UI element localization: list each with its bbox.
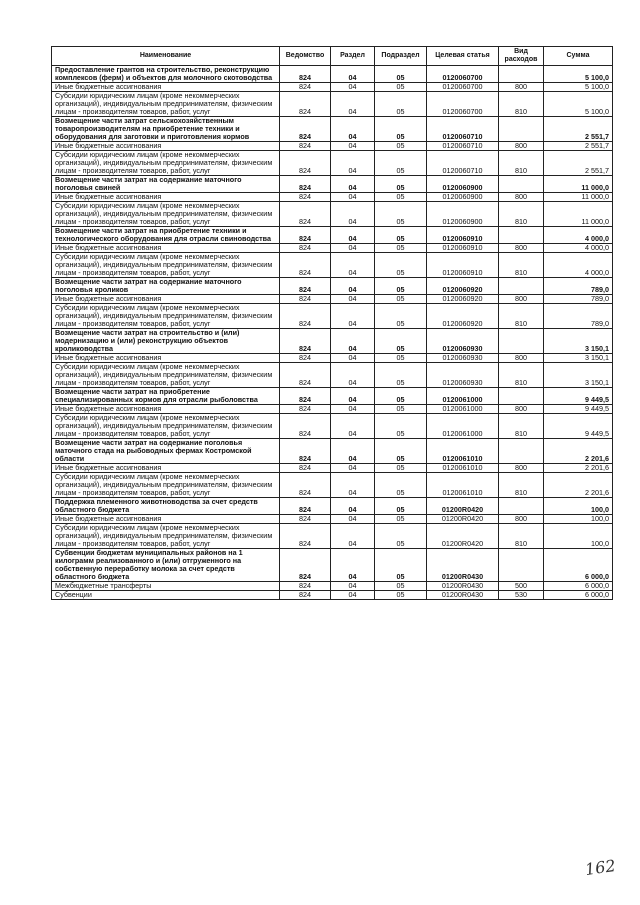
cell-name: Субсидии юридическим лицам (кроме некоммерческих организаций), индивидуальным предпринимателям, физическим лицам - производителям товаров, работ, услуг (52, 473, 280, 498)
cell-vedomstvo: 824 (280, 464, 331, 473)
cell-expense-type (499, 278, 544, 295)
table-row (52, 591, 613, 600)
cell-razdel: 04 (331, 304, 375, 329)
table-row (52, 202, 613, 227)
cell-sum: 3 150,1 (544, 363, 613, 388)
cell-target-article: 0120060710 (427, 151, 499, 176)
cell-target-article: 0120061000 (427, 388, 499, 405)
cell-razdel: 04 (331, 405, 375, 414)
cell-expense-type: 810 (499, 524, 544, 549)
cell-vedomstvo: 824 (280, 363, 331, 388)
table-row (52, 117, 613, 142)
cell-name: Субсидии юридическим лицам (кроме некоммерческих организаций), индивидуальным предпринимателям, физическим лицам - производителям товаров, работ, услуг (52, 151, 280, 176)
header-sum: Сумма (544, 47, 613, 66)
cell-name: Субсидии юридическим лицам (кроме некоммерческих организаций), индивидуальным предпринимателям, физическим лицам - производителям товаров, работ, услуг (52, 304, 280, 329)
cell-podrazdel: 05 (375, 83, 427, 92)
table-row (52, 549, 613, 582)
cell-target-article: 0120060920 (427, 278, 499, 295)
cell-sum: 100,0 (544, 524, 613, 549)
cell-podrazdel: 05 (375, 92, 427, 117)
cell-razdel: 04 (331, 582, 375, 591)
cell-target-article: 0120060930 (427, 329, 499, 354)
cell-target-article: 01200R0420 (427, 498, 499, 515)
cell-expense-type: 810 (499, 473, 544, 498)
table-row (52, 582, 613, 591)
cell-podrazdel: 05 (375, 193, 427, 202)
cell-sum: 4 000,0 (544, 227, 613, 244)
cell-sum: 3 150,1 (544, 329, 613, 354)
cell-target-article: 0120061010 (427, 473, 499, 498)
cell-podrazdel: 05 (375, 464, 427, 473)
cell-expense-type (499, 549, 544, 582)
cell-name: Возмещение части затрат на содержание маточного поголовья свиней (52, 176, 280, 193)
table-row (52, 151, 613, 176)
cell-podrazdel: 05 (375, 295, 427, 304)
cell-podrazdel: 05 (375, 244, 427, 253)
cell-vedomstvo: 824 (280, 329, 331, 354)
cell-target-article: 0120060910 (427, 253, 499, 278)
cell-sum: 5 100,0 (544, 66, 613, 83)
cell-razdel: 04 (331, 591, 375, 600)
cell-sum: 6 000,0 (544, 549, 613, 582)
cell-podrazdel: 05 (375, 202, 427, 227)
cell-razdel: 04 (331, 464, 375, 473)
cell-podrazdel: 05 (375, 66, 427, 83)
cell-target-article: 0120060710 (427, 117, 499, 142)
cell-target-article: 0120060920 (427, 295, 499, 304)
cell-expense-type: 800 (499, 193, 544, 202)
cell-name: Возмещение части затрат на содержание маточного поголовья кроликов (52, 278, 280, 295)
cell-razdel: 04 (331, 244, 375, 253)
cell-expense-type: 800 (499, 464, 544, 473)
cell-target-article: 0120060930 (427, 354, 499, 363)
budget-table (51, 46, 613, 600)
table-row (52, 244, 613, 253)
cell-name: Иные бюджетные ассигнования (52, 244, 280, 253)
cell-target-article: 0120060700 (427, 66, 499, 83)
cell-sum: 789,0 (544, 278, 613, 295)
cell-vedomstvo: 824 (280, 202, 331, 227)
cell-expense-type (499, 117, 544, 142)
cell-razdel: 04 (331, 142, 375, 151)
cell-vedomstvo: 824 (280, 515, 331, 524)
cell-sum: 2 551,7 (544, 151, 613, 176)
cell-sum: 5 100,0 (544, 92, 613, 117)
cell-razdel: 04 (331, 92, 375, 117)
cell-expense-type: 810 (499, 304, 544, 329)
cell-expense-type (499, 388, 544, 405)
cell-vedomstvo: 824 (280, 354, 331, 363)
cell-expense-type: 810 (499, 414, 544, 439)
table-row (52, 66, 613, 83)
table-row (52, 83, 613, 92)
cell-razdel: 04 (331, 354, 375, 363)
cell-vedomstvo: 824 (280, 439, 331, 464)
cell-podrazdel: 05 (375, 498, 427, 515)
header-vedomstvo: Ведомство (280, 47, 331, 66)
cell-vedomstvo: 824 (280, 193, 331, 202)
table-row (52, 473, 613, 498)
cell-name: Возмещение части затрат сельскохозяйственным товаропроизводителям на приобретение техники и оборудования для заготовки и приготовления кормов (52, 117, 280, 142)
cell-target-article: 01200R0430 (427, 591, 499, 600)
table-row (52, 363, 613, 388)
cell-podrazdel: 05 (375, 439, 427, 464)
cell-razdel: 04 (331, 202, 375, 227)
cell-name: Субвенции бюджетам муниципальных районов на 1 килограмм реализованного и (или) отгруженного на собственную переработку молока за счет средств областного бюджета (52, 549, 280, 582)
cell-podrazdel: 05 (375, 388, 427, 405)
cell-expense-type: 800 (499, 354, 544, 363)
cell-sum: 9 449,5 (544, 388, 613, 405)
table-row (52, 439, 613, 464)
cell-razdel: 04 (331, 83, 375, 92)
cell-razdel: 04 (331, 388, 375, 405)
table-header (52, 47, 613, 66)
cell-razdel: 04 (331, 549, 375, 582)
cell-podrazdel: 05 (375, 253, 427, 278)
cell-podrazdel: 05 (375, 278, 427, 295)
cell-sum: 11 000,0 (544, 176, 613, 193)
cell-razdel: 04 (331, 498, 375, 515)
header-target-article: Целевая статья (427, 47, 499, 66)
cell-sum: 100,0 (544, 515, 613, 524)
cell-podrazdel: 05 (375, 524, 427, 549)
cell-vedomstvo: 824 (280, 176, 331, 193)
cell-name: Иные бюджетные ассигнования (52, 142, 280, 151)
cell-razdel: 04 (331, 524, 375, 549)
budget-table-sheet (51, 46, 612, 600)
cell-sum: 100,0 (544, 498, 613, 515)
cell-target-article: 01200R0420 (427, 515, 499, 524)
table-row (52, 388, 613, 405)
cell-expense-type: 810 (499, 151, 544, 176)
cell-podrazdel: 05 (375, 582, 427, 591)
header-razdel: Раздел (331, 47, 375, 66)
table-row (52, 464, 613, 473)
cell-razdel: 04 (331, 278, 375, 295)
table-row (52, 92, 613, 117)
cell-razdel: 04 (331, 176, 375, 193)
cell-razdel: 04 (331, 414, 375, 439)
cell-sum: 2 551,7 (544, 117, 613, 142)
cell-expense-type (499, 498, 544, 515)
table-row (52, 515, 613, 524)
cell-expense-type: 800 (499, 83, 544, 92)
cell-name: Субсидии юридическим лицам (кроме некоммерческих организаций), индивидуальным предпринимателям, физическим лицам - производителям товаров, работ, услуг (52, 202, 280, 227)
cell-podrazdel: 05 (375, 304, 427, 329)
header-podrazdel: Подраздел (375, 47, 427, 66)
table-row (52, 414, 613, 439)
table-row (52, 227, 613, 244)
cell-sum: 2 201,6 (544, 464, 613, 473)
cell-razdel: 04 (331, 151, 375, 176)
cell-vedomstvo: 824 (280, 582, 331, 591)
cell-podrazdel: 05 (375, 473, 427, 498)
header-name: Наименование (52, 47, 280, 66)
cell-podrazdel: 05 (375, 591, 427, 600)
cell-podrazdel: 05 (375, 354, 427, 363)
cell-name: Субсидии юридическим лицам (кроме некоммерческих организаций), индивидуальным предпринимателям, физическим лицам - производителям товаров, работ, услуг (52, 92, 280, 117)
cell-expense-type (499, 439, 544, 464)
cell-expense-type: 800 (499, 405, 544, 414)
cell-target-article: 0120060710 (427, 142, 499, 151)
cell-vedomstvo: 824 (280, 66, 331, 83)
cell-name: Иные бюджетные ассигнования (52, 405, 280, 414)
cell-expense-type (499, 176, 544, 193)
cell-razdel: 04 (331, 295, 375, 304)
table-row (52, 329, 613, 354)
cell-vedomstvo: 824 (280, 549, 331, 582)
cell-vedomstvo: 824 (280, 498, 331, 515)
cell-name: Иные бюджетные ассигнования (52, 464, 280, 473)
table-row (52, 278, 613, 295)
cell-expense-type: 800 (499, 515, 544, 524)
cell-sum: 789,0 (544, 304, 613, 329)
table-row (52, 176, 613, 193)
cell-expense-type (499, 227, 544, 244)
cell-name: Возмещение части затрат на содержание поголовья маточного стада на рыбоводных фермах Костромской области (52, 439, 280, 464)
cell-vedomstvo: 824 (280, 83, 331, 92)
cell-razdel: 04 (331, 473, 375, 498)
cell-podrazdel: 05 (375, 227, 427, 244)
cell-name: Иные бюджетные ассигнования (52, 354, 280, 363)
header-expense-type: Вид расходов (499, 47, 544, 66)
cell-vedomstvo: 824 (280, 227, 331, 244)
cell-name: Субсидии юридическим лицам (кроме некоммерческих организаций), индивидуальным предпринимателям, физическим лицам - производителям товаров, работ, услуг (52, 363, 280, 388)
cell-expense-type (499, 66, 544, 83)
cell-sum: 6 000,0 (544, 591, 613, 600)
cell-vedomstvo: 824 (280, 151, 331, 176)
cell-name: Иные бюджетные ассигнования (52, 83, 280, 92)
cell-podrazdel: 05 (375, 176, 427, 193)
cell-target-article: 0120061010 (427, 439, 499, 464)
cell-name: Предоставление грантов на строительство, реконструкцию комплексов (ферм) и объектов для молочного скотоводства (52, 66, 280, 83)
cell-vedomstvo: 824 (280, 278, 331, 295)
cell-razdel: 04 (331, 117, 375, 142)
cell-target-article: 0120060700 (427, 83, 499, 92)
cell-target-article: 0120060900 (427, 176, 499, 193)
cell-sum: 789,0 (544, 295, 613, 304)
cell-vedomstvo: 824 (280, 414, 331, 439)
cell-expense-type: 500 (499, 582, 544, 591)
cell-target-article: 0120060910 (427, 244, 499, 253)
cell-razdel: 04 (331, 363, 375, 388)
cell-vedomstvo: 824 (280, 244, 331, 253)
cell-sum: 5 100,0 (544, 83, 613, 92)
cell-podrazdel: 05 (375, 414, 427, 439)
cell-name: Иные бюджетные ассигнования (52, 193, 280, 202)
table-row (52, 524, 613, 549)
cell-sum: 9 449,5 (544, 414, 613, 439)
cell-razdel: 04 (331, 253, 375, 278)
table-row (52, 142, 613, 151)
table-row (52, 193, 613, 202)
cell-podrazdel: 05 (375, 329, 427, 354)
cell-razdel: 04 (331, 227, 375, 244)
cell-name: Возмещение части затрат на приобретение специализированных кормов для отрасли рыболовства (52, 388, 280, 405)
cell-vedomstvo: 824 (280, 473, 331, 498)
cell-sum: 2 201,6 (544, 473, 613, 498)
cell-name: Субвенции (52, 591, 280, 600)
cell-name: Поддержка племенного животноводства за счет средств областного бюджета (52, 498, 280, 515)
cell-sum: 3 150,1 (544, 354, 613, 363)
cell-sum: 4 000,0 (544, 244, 613, 253)
table-row (52, 253, 613, 278)
cell-podrazdel: 05 (375, 405, 427, 414)
cell-target-article: 0120060900 (427, 193, 499, 202)
cell-podrazdel: 05 (375, 151, 427, 176)
cell-podrazdel: 05 (375, 142, 427, 151)
cell-name: Субсидии юридическим лицам (кроме некоммерческих организаций), индивидуальным предпринимателям, физическим лицам - производителям товаров, работ, услуг (52, 414, 280, 439)
cell-razdel: 04 (331, 329, 375, 354)
table-row (52, 295, 613, 304)
cell-sum: 11 000,0 (544, 202, 613, 227)
cell-expense-type: 810 (499, 253, 544, 278)
cell-name: Возмещение части затрат на строительство и (или) модернизацию и (или) реконструкцию объектов кролиководства (52, 329, 280, 354)
cell-podrazdel: 05 (375, 117, 427, 142)
cell-vedomstvo: 824 (280, 295, 331, 304)
cell-vedomstvo: 824 (280, 405, 331, 414)
cell-expense-type: 810 (499, 92, 544, 117)
cell-vedomstvo: 824 (280, 388, 331, 405)
cell-name: Иные бюджетные ассигнования (52, 295, 280, 304)
cell-sum: 6 000,0 (544, 582, 613, 591)
handwritten-page-number: 162 (583, 855, 617, 880)
cell-podrazdel: 05 (375, 549, 427, 582)
cell-target-article: 01200R0430 (427, 582, 499, 591)
cell-name: Межбюджетные трансферты (52, 582, 280, 591)
cell-target-article: 0120060920 (427, 304, 499, 329)
cell-name: Возмещение части затрат на приобретение техники и технологического оборудования для отрасли свиноводства (52, 227, 280, 244)
cell-sum: 11 000,0 (544, 193, 613, 202)
cell-target-article: 0120061000 (427, 405, 499, 414)
cell-podrazdel: 05 (375, 515, 427, 524)
table-row (52, 304, 613, 329)
cell-expense-type: 530 (499, 591, 544, 600)
cell-vedomstvo: 824 (280, 92, 331, 117)
cell-target-article: 01200R0430 (427, 549, 499, 582)
cell-target-article: 0120060910 (427, 227, 499, 244)
cell-target-article: 0120060900 (427, 202, 499, 227)
table-row (52, 354, 613, 363)
cell-razdel: 04 (331, 193, 375, 202)
cell-target-article: 0120060700 (427, 92, 499, 117)
cell-target-article: 0120061000 (427, 414, 499, 439)
cell-target-article: 0120060930 (427, 363, 499, 388)
cell-vedomstvo: 824 (280, 304, 331, 329)
cell-razdel: 04 (331, 66, 375, 83)
cell-vedomstvo: 824 (280, 253, 331, 278)
cell-target-article: 0120061010 (427, 464, 499, 473)
cell-expense-type (499, 329, 544, 354)
table-row (52, 498, 613, 515)
cell-name: Иные бюджетные ассигнования (52, 515, 280, 524)
cell-razdel: 04 (331, 439, 375, 464)
cell-vedomstvo: 824 (280, 591, 331, 600)
table-row (52, 405, 613, 414)
cell-vedomstvo: 824 (280, 524, 331, 549)
cell-expense-type: 810 (499, 363, 544, 388)
cell-expense-type: 800 (499, 295, 544, 304)
cell-expense-type: 800 (499, 142, 544, 151)
cell-name: Субсидии юридическим лицам (кроме некоммерческих организаций), индивидуальным предпринимателям, физическим лицам - производителям товаров, работ, услуг (52, 253, 280, 278)
table-body (52, 66, 613, 600)
cell-vedomstvo: 824 (280, 117, 331, 142)
cell-sum: 2 201,6 (544, 439, 613, 464)
cell-sum: 4 000,0 (544, 253, 613, 278)
cell-podrazdel: 05 (375, 363, 427, 388)
cell-expense-type: 800 (499, 244, 544, 253)
cell-sum: 9 449,5 (544, 405, 613, 414)
cell-sum: 2 551,7 (544, 142, 613, 151)
cell-razdel: 04 (331, 515, 375, 524)
cell-vedomstvo: 824 (280, 142, 331, 151)
cell-expense-type: 810 (499, 202, 544, 227)
cell-name: Субсидии юридическим лицам (кроме некоммерческих организаций), индивидуальным предпринимателям, физическим лицам - производителям товаров, работ, услуг (52, 524, 280, 549)
cell-target-article: 01200R0420 (427, 524, 499, 549)
